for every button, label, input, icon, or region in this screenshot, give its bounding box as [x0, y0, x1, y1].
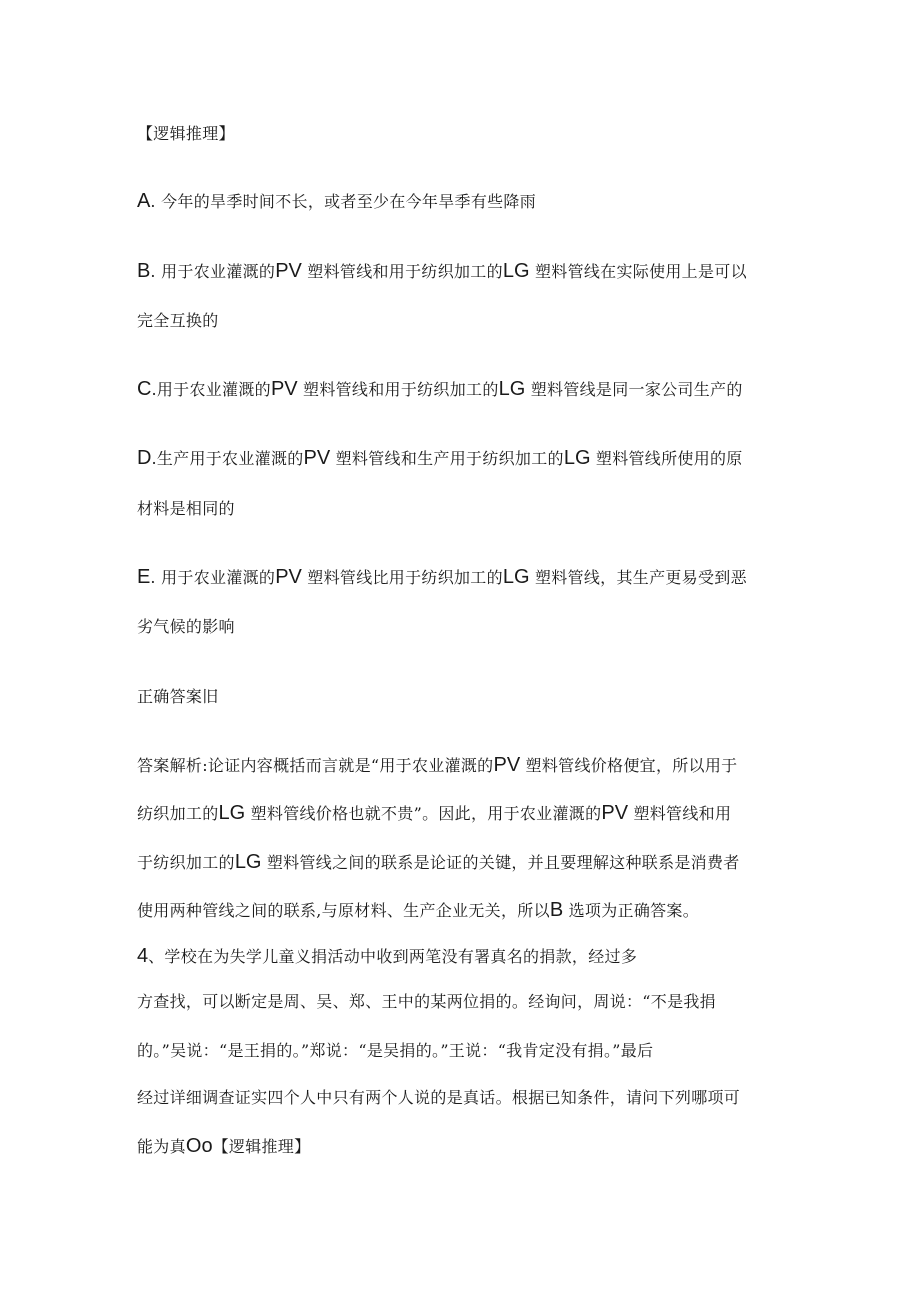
option-e-continued	[137, 616, 235, 638]
option-letter: E	[137, 566, 151, 588]
analysis-line-4	[137, 899, 699, 922]
question-4-line-4	[137, 1087, 740, 1109]
analysis-text: LG	[234, 851, 262, 873]
option-text: PV	[270, 378, 298, 400]
tag-text: 【逻辑推理】	[137, 124, 235, 143]
question-number: 4	[137, 945, 149, 967]
question-4-line-2	[137, 991, 716, 1013]
option-text: 塑料管线是同一家公司生产的	[525, 380, 743, 399]
question-tag	[137, 123, 235, 145]
option-text: 材料是相同的	[137, 499, 235, 518]
option-letter: D	[137, 447, 152, 469]
option-c	[137, 378, 743, 401]
option-text: 劣气候的影响	[137, 617, 235, 636]
analysis-text: LG	[218, 802, 246, 824]
question-text: 、学校在为失学儿童义捐活动中收到两笔没有署真名的捐款，经过多	[148, 947, 638, 966]
question-4-line-1	[137, 945, 637, 968]
question-4-line-5	[137, 1135, 310, 1158]
option-text: 塑料管线，其生产更易受到恶	[529, 568, 747, 587]
analysis-text: B	[549, 899, 564, 921]
question-tag: 【逻辑推理】	[212, 1137, 311, 1156]
option-text: . 用于农业灌溉的	[150, 568, 276, 587]
option-letter: A	[137, 190, 151, 212]
option-text: LG	[502, 566, 530, 588]
analysis-text: 塑料管线和用	[628, 804, 732, 823]
option-b	[137, 260, 747, 283]
option-a	[137, 190, 536, 213]
option-text: LG	[498, 378, 526, 400]
analysis-text: 纺织加工的	[137, 804, 219, 823]
analysis-line-3	[137, 851, 740, 874]
option-d	[137, 447, 743, 470]
option-text: .用于农业灌溉的	[151, 380, 271, 399]
option-letter: B	[137, 260, 151, 282]
option-text: PV	[303, 447, 331, 469]
option-text: 塑料管线和生产用于纺织加工的	[330, 449, 564, 468]
option-text: 塑料管线比用于纺织加工的	[301, 568, 503, 587]
answer-text: 正确答案旧	[137, 687, 219, 706]
analysis-text: 塑料管线价格便宜，所以用于	[520, 756, 738, 775]
analysis-line-2	[137, 802, 731, 825]
analysis-text: 答案解析:论证内容概括而言就是“用于农业灌溉的	[137, 756, 494, 775]
analysis-text: PV	[601, 802, 629, 824]
option-text: 塑料管线和用于纺织加工的	[297, 380, 499, 399]
option-text: 塑料管线在实际使用上是可以	[529, 262, 747, 281]
question-text: 方查找，可以断定是周、吴、郑、王中的某两位捐的。经询问，周说：“不是我捐	[137, 992, 716, 1011]
question-text: Oo	[185, 1135, 213, 1157]
option-text: . 今年的旱季时间不长，或者至少在今年旱季有些降雨	[150, 192, 537, 211]
option-text: .生产用于农业灌溉的	[151, 449, 304, 468]
analysis-text: 使用两种管线之间的联系,与原材料、生产企业无关，所以	[137, 901, 550, 920]
analysis-text: 塑料管线价格也就不贵”。因此，用于农业灌溉的	[245, 804, 602, 823]
analysis-text: 塑料管线之间的联系是论证的关键，并且要理解这种联系是消费者	[261, 853, 740, 872]
option-text: 塑料管线和用于纺织加工的	[301, 262, 503, 281]
correct-answer	[137, 686, 219, 708]
option-text: LG	[563, 447, 591, 469]
option-text: 塑料管线所使用的原	[590, 449, 743, 468]
option-text: 完全互换的	[137, 311, 219, 330]
question-text: 能为真	[137, 1137, 186, 1156]
analysis-text: 选项为正确答案。	[563, 901, 700, 920]
analysis-line-1	[137, 754, 737, 777]
option-text: PV	[275, 566, 302, 588]
question-4-line-3	[137, 1040, 653, 1062]
analysis-text: PV	[493, 754, 521, 776]
question-text: 经过详细调查证实四个人中只有两个人说的是真话。根据已知条件，请问下列哪项可	[137, 1088, 741, 1107]
option-letter: C	[137, 378, 152, 400]
option-text: LG	[502, 260, 530, 282]
option-b-continued	[137, 310, 219, 332]
option-d-continued	[137, 498, 235, 520]
question-text: 的。”吴说：“是王捐的。”郑说：“是吴捐的。”王说：“我肯定没有捐。”最后	[137, 1041, 654, 1060]
analysis-text: 于纺织加工的	[137, 853, 235, 872]
option-text: . 用于农业灌溉的	[150, 262, 276, 281]
option-e	[137, 566, 747, 589]
option-text: PV	[275, 260, 302, 282]
